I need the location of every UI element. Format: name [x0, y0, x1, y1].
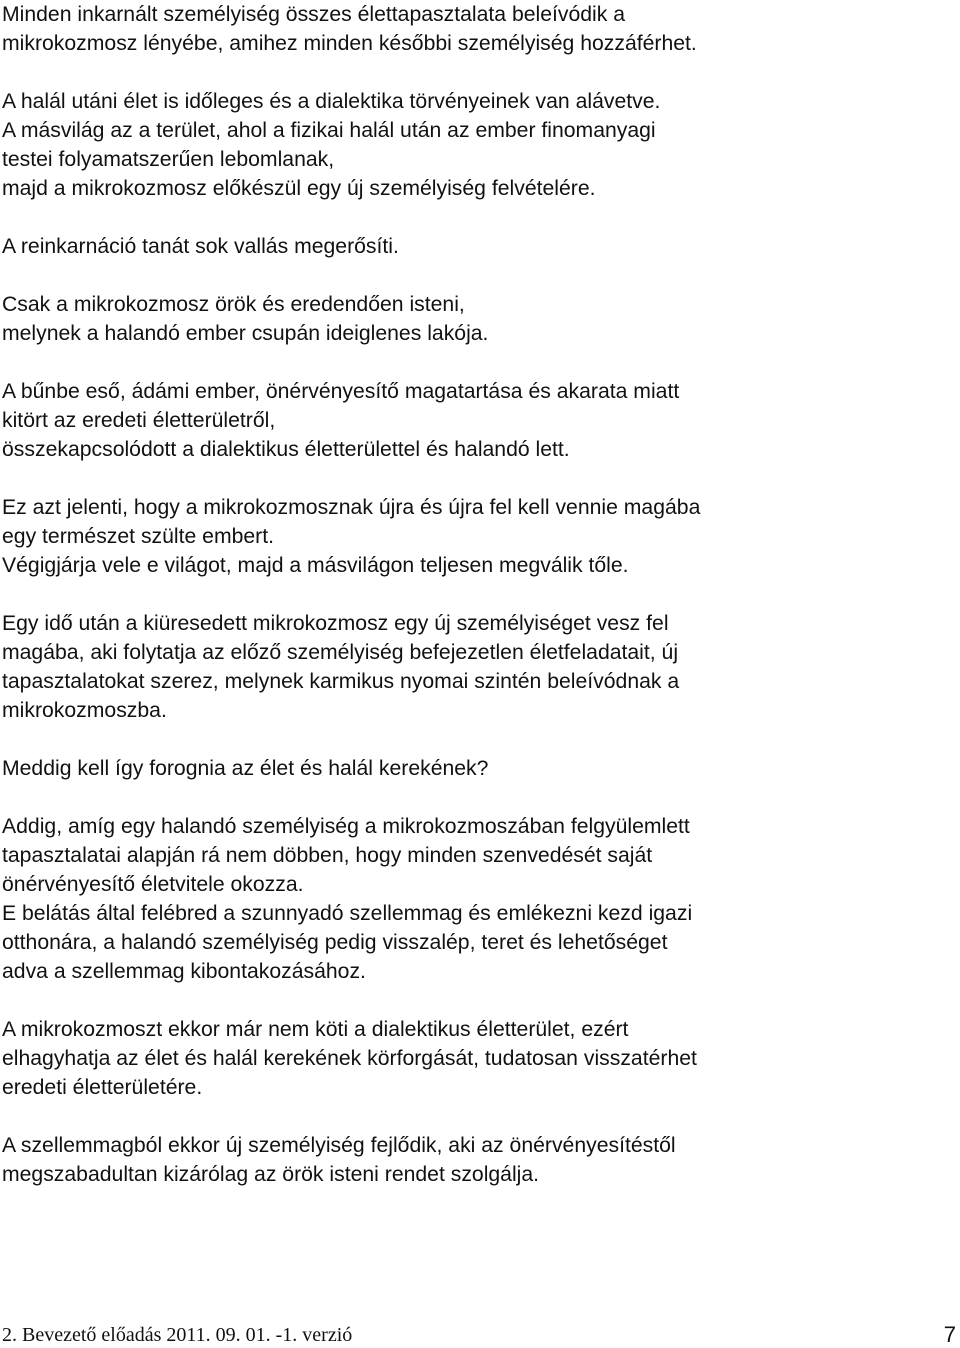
- text-line: Meddig kell így forognia az élet és halál kerekének?: [2, 757, 489, 780]
- paragraph: [2, 232, 952, 261]
- text-line: A szellemmagból ekkor új személyiség fejlődik, aki az önérvényesítéstől: [2, 1134, 676, 1157]
- text-line: összekapcsolódott a dialektikus életterülettel és halandó lett.: [2, 438, 570, 461]
- text-line: A mikrokozmoszt ekkor már nem köti a dialektikus életterület, ezért: [2, 1018, 629, 1041]
- paragraph: [2, 87, 952, 203]
- text-line: Csak a mikrokozmosz örök és eredendően isteni,: [2, 293, 465, 316]
- paragraph: [2, 754, 952, 783]
- text-line: egy természet szülte embert.: [2, 525, 275, 548]
- text-line: A másvilág az a terület, ahol a fizikai halál után az ember finomanyagi: [2, 119, 656, 142]
- text-line: megszabadultan kizárólag az örök isteni rendet szolgálja.: [2, 1163, 540, 1186]
- text-line: önérvényesítő életvitele okozza.: [2, 873, 304, 896]
- text-line: E belátás által felébred a szunnyadó szellemmag és emlékezni kezd igazi: [2, 902, 693, 925]
- footer-text: 2. Bevezető előadás 2011. 09. 01. -1. verzió: [2, 1324, 353, 1346]
- paragraph: [2, 377, 952, 464]
- text-line: A bűnbe eső, ádámi ember, önérvényesítő magatartása és akarata miatt: [2, 380, 680, 403]
- text-line: tapasztalatokat szerez, melynek karmikus nyomai szintén beleívódnak a: [2, 670, 680, 693]
- page-footer: [2, 1322, 956, 1348]
- text-line: A halál utáni élet is időleges és a dialektika törvényeinek van alávetve.: [2, 90, 661, 113]
- text-line: Addig, amíg egy halandó személyiség a mikrokozmoszában felgyülemlett: [2, 815, 690, 838]
- paragraph: [2, 290, 952, 348]
- text-line: Minden inkarnált személyiség összes élettapasztalata beleívódik a: [2, 3, 626, 26]
- paragraph: [2, 812, 952, 986]
- text-line: Egy idő után a kiüresedett mikrokozmosz egy új személyiséget vesz fel: [2, 612, 669, 635]
- paragraph: [2, 493, 952, 580]
- text-line: melynek a halandó ember csupán ideiglenes lakója.: [2, 322, 489, 345]
- text-line: elhagyhatja az élet és halál kerekének körforgását, tudatosan visszatérhet: [2, 1047, 697, 1070]
- text-line: Ez azt jelenti, hogy a mikrokozmosznak újra és újra fel kell vennie magába: [2, 496, 701, 519]
- text-line: tapasztalatai alapján rá nem döbben, hogy minden szenvedését saját: [2, 844, 653, 867]
- text-line: testei folyamatszerűen lebomlanak,: [2, 148, 335, 171]
- text-line: A reinkarnáció tanát sok vallás megerősíti.: [2, 235, 399, 258]
- page-number: 7: [943, 1322, 956, 1347]
- text-line: adva a szellemmag kibontakozásához.: [2, 960, 366, 983]
- text-line: mikrokozmosz lényébe, amihez minden későbbi személyiség hozzáférhet.: [2, 32, 697, 55]
- text-line: Végigjárja vele e világot, majd a másvilágon teljesen megválik tőle.: [2, 554, 629, 577]
- text-line: otthonára, a halandó személyiség pedig visszalép, teret és lehetőséget: [2, 931, 668, 954]
- paragraph: [2, 0, 952, 58]
- text-line: eredeti életterületére.: [2, 1076, 203, 1099]
- text-line: kitört az eredeti életterületről,: [2, 409, 276, 432]
- text-line: magába, aki folytatja az előző személyiség befejezetlen életfeladatait, új: [2, 641, 679, 664]
- paragraph: [2, 1015, 952, 1102]
- text-line: mikrokozmoszba.: [2, 699, 167, 722]
- paragraph: [2, 1131, 952, 1189]
- page-body: [2, 0, 952, 1218]
- text-line: majd a mikrokozmosz előkészül egy új személyiség felvételére.: [2, 177, 596, 200]
- paragraph: [2, 609, 952, 725]
